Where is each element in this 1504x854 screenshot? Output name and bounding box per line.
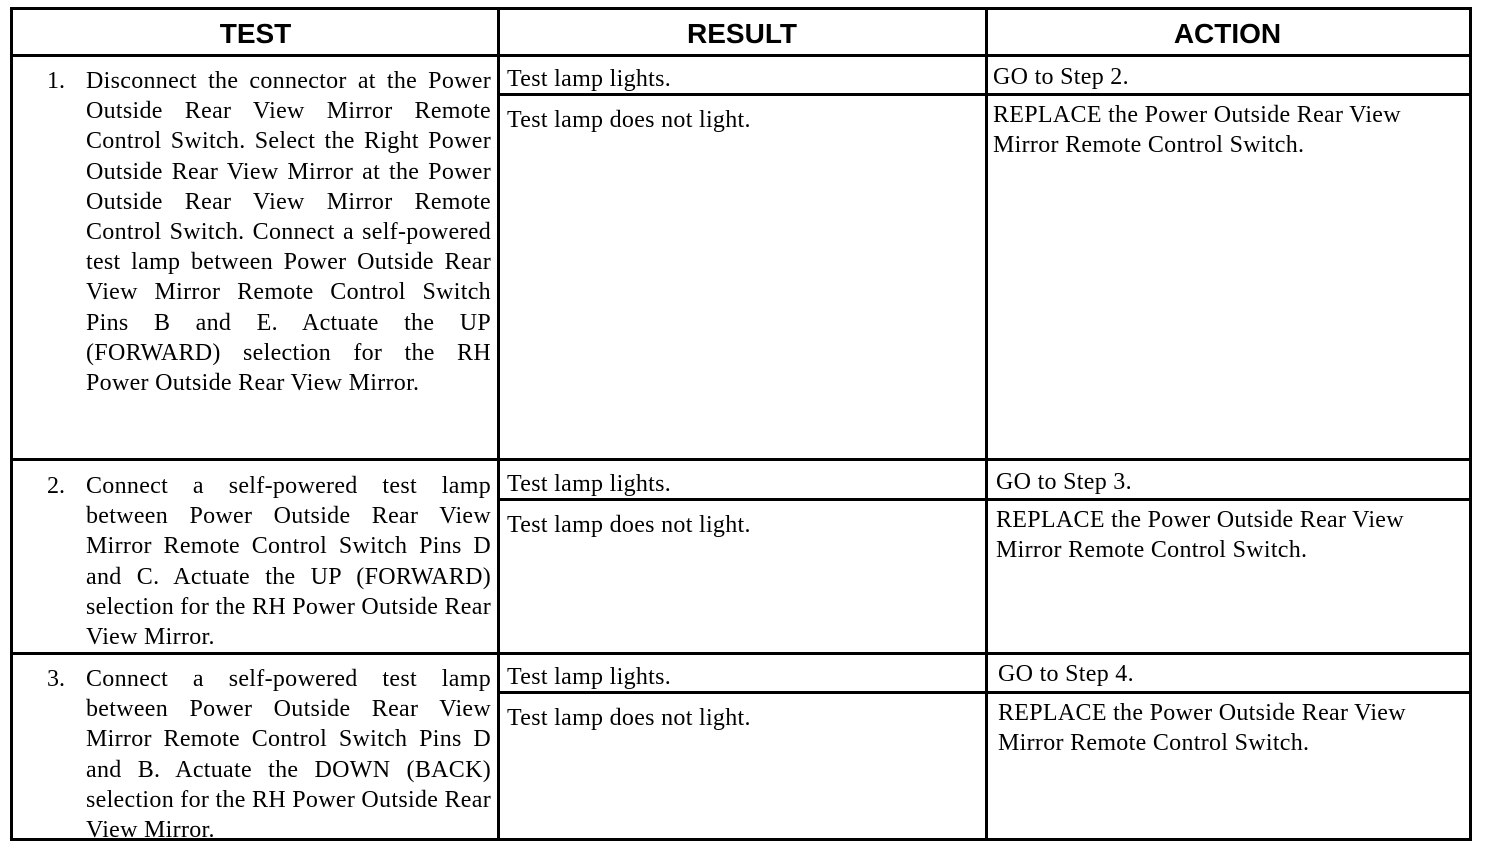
- step-number: 1.: [47, 68, 65, 94]
- action-cell: GO to Step 3.: [996, 469, 1132, 495]
- row-divider: [13, 458, 1469, 461]
- test-cell: Disconnect the connector at the Power Outside Rear View Mirror Remote Control Switch. Select the Right Power Outside Rear View Mirror at the Power Outside Rear View Mirror Remote Control Switch. Connect a self-powered test lamp between Power Outside Rear View Mirror Remote Control Switch Pins B and E. Actuate the UP (FORWARD) selection for the RH Power Outside Rear View Mirror.: [86, 68, 491, 397]
- action-cell: REPLACE the Power Outside Rear View Mirror Remote Control Switch.: [996, 507, 1404, 564]
- action-cell: REPLACE the Power Outside Rear View Mirror Remote Control Switch.: [998, 700, 1406, 757]
- result-cell: Test lamp lights.: [507, 66, 672, 92]
- result-cell: Test lamp does not light.: [507, 512, 751, 538]
- test-cell: Connect a self-powered test lamp between Power Outside Rear View Mirror Remote Control Switch Pins D and B. Actuate the DOWN (BACK) selection for the RH Power Outside Rear View Mirror.: [86, 666, 491, 844]
- header-action: ACTION: [986, 10, 1469, 57]
- result-cell: Test lamp does not light.: [507, 107, 751, 133]
- test-cell: Connect a self-powered test lamp between Power Outside Rear View Mirror Remote Control Switch Pins D and C. Actuate the UP (FORWARD) selection for the RH Power Outside Rear View Mirror.: [86, 473, 491, 651]
- step-number: 2.: [47, 473, 65, 499]
- column-divider: [497, 10, 500, 838]
- action-cell: REPLACE the Power Outside Rear View Mirror Remote Control Switch.: [993, 102, 1401, 159]
- row-divider: [13, 652, 1469, 655]
- result-cell: Test lamp lights.: [507, 664, 672, 690]
- header-test: TEST: [13, 10, 498, 57]
- step-number: 3.: [47, 666, 65, 692]
- column-divider: [985, 10, 988, 838]
- diagnostic-table: [10, 7, 1472, 844]
- result-cell: Test lamp lights.: [507, 471, 672, 497]
- header-result: RESULT: [498, 10, 986, 57]
- action-cell: GO to Step 4.: [998, 661, 1134, 687]
- result-cell: Test lamp does not light.: [507, 705, 751, 731]
- action-cell: GO to Step 2.: [993, 64, 1129, 90]
